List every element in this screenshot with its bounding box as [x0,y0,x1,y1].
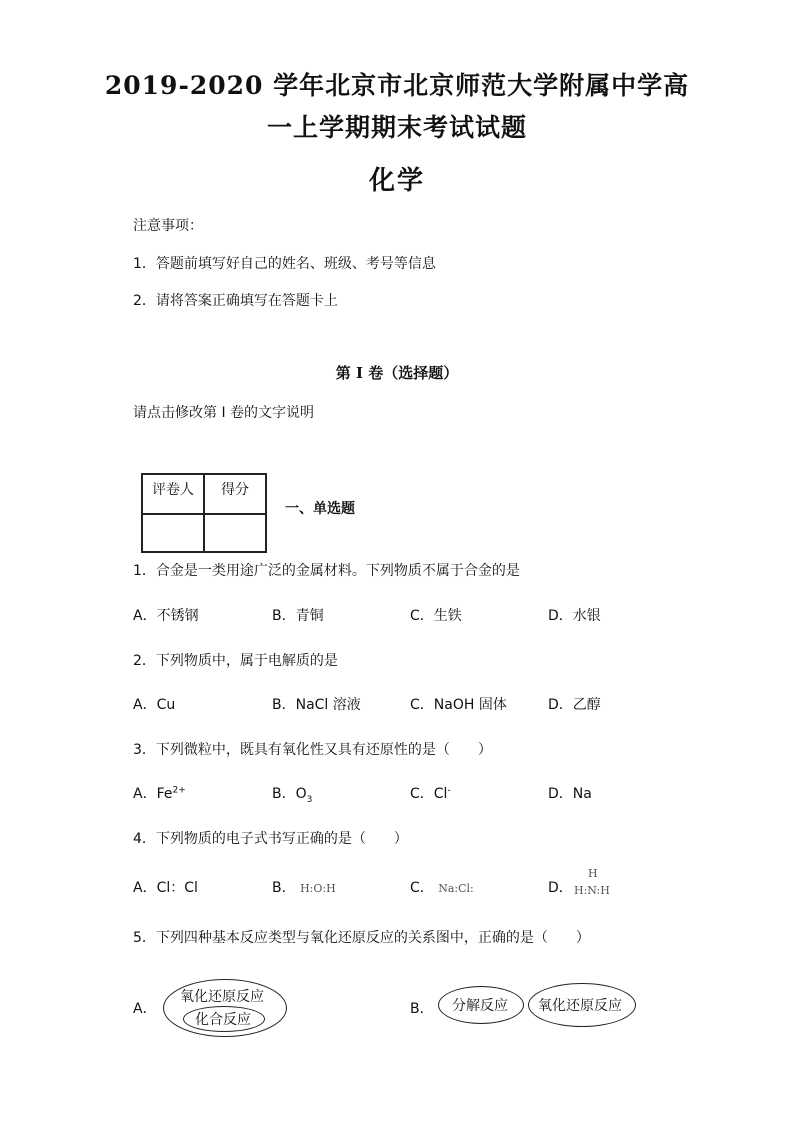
question-2-option-d[interactable]: D．乙醇 [548,697,601,713]
score-table-cell-grader[interactable] [142,514,204,552]
subject-title: 化学 [368,166,425,196]
score-table-header-grader: 评卷人 [142,474,204,514]
question-1-option-b[interactable]: B．青铜 [272,608,324,624]
question-4-option-d-label: D． [548,880,573,896]
electron-formula-water: H:O:H [300,882,336,895]
question-3-option-a[interactable] [133,783,186,803]
question-1-stem: 1．合金是一类用途广泛的金属材料。下列物质不属于合金的是 [133,563,520,579]
notice-item-2: 2．请将答案正确填写在答题卡上 [133,293,338,309]
question-5-option-a[interactable]: A． [133,1001,157,1017]
question-1-option-c[interactable]: C．生铁 [410,608,462,624]
question-1-option-d[interactable]: D．水银 [548,608,601,624]
question-3-option-c-text: C．Cl [410,786,448,802]
question-4-option-b-label: B． [272,880,296,896]
question-4-stem: 4．下列物质的电子式书写正确的是（ ） [133,831,408,847]
question-3-stem: 3．下列微粒中，既具有氧化性又具有还原性的是（ ） [133,742,492,758]
electron-formula-ammonia-top: H [588,867,598,880]
question-3-option-b-text: B．O [272,786,307,802]
notice-heading: 注意事项： [133,218,203,234]
notice-item-1: 1．答题前填写好自己的姓名、班级、考号等信息 [133,256,436,272]
diagram-b-left-label: 分解反应 [452,998,508,1014]
question-3-option-a-text: A．Fe [133,786,173,802]
question-2-option-c[interactable]: C．NaOH 固体 [410,697,507,713]
section-title: 第 I 卷（选择题） [335,364,459,382]
section-instruction[interactable]: 请点击修改第 I 卷的文字说明 [133,405,315,421]
question-3-option-b[interactable] [272,783,312,805]
diagram-b-right-label: 氧化还原反应 [538,998,622,1014]
question-5-option-b[interactable]: B． [410,1001,434,1017]
question-3-option-d[interactable]: D．Na [548,786,592,802]
question-3-option-c[interactable] [410,783,451,803]
score-table [141,473,267,553]
score-table-header-score: 得分 [204,474,266,514]
question-4-option-a[interactable]: A．Cl：Cl [133,880,198,896]
exam-title-line1: 2019-2020 学年北京市北京师范大学附属中学高 [104,71,690,100]
electron-formula-nacl: Na:Cl: [438,882,474,895]
question-4-option-c-label: C． [410,880,434,896]
superscript-charge: - [447,785,451,796]
question-5-stem: 5．下列四种基本反应类型与氧化还原反应的关系图中，正确的是（ ） [133,930,590,946]
question-2-stem: 2．下列物质中，属于电解质的是 [133,653,338,669]
diagram-a-inner-label: 化合反应 [195,1012,251,1028]
question-1-option-a[interactable]: A．不锈钢 [133,608,199,624]
diagram-a-outer-label: 氧化还原反应 [180,989,264,1005]
question-4-option-b[interactable] [272,877,336,897]
exam-title-line2: 一上学期期末考试试题 [266,113,527,142]
electron-formula-ammonia: H:N:H [574,884,610,897]
subscript-count: 3 [306,794,313,805]
part-heading: 一、单选题 [285,501,355,517]
question-2-option-a[interactable]: A．Cu [133,697,176,713]
question-4-option-c[interactable] [410,877,474,897]
question-2-option-b[interactable]: B．NaCl 溶液 [272,697,361,713]
score-table-cell-score[interactable] [204,514,266,552]
question-4-option-d[interactable] [548,877,573,897]
superscript-charge: 2+ [172,785,186,796]
